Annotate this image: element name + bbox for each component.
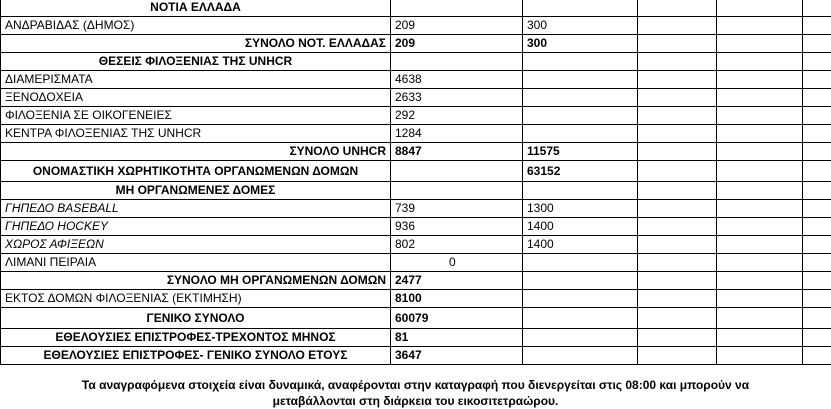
table-row (1, 143, 831, 161)
row-value: 209 (391, 17, 523, 35)
row-value: 4638 (391, 71, 523, 89)
subtotal-value: 2477 (391, 272, 523, 290)
table-row (1, 53, 831, 71)
row-capacity: 1400 (523, 218, 638, 236)
nominal-capacity-value: 63152 (523, 161, 638, 182)
section-header-unhcr: ΘΕΣΕΙΣ ΦΙΛΟΞΕΝΙΑΣ ΤΗΣ UNHCR (1, 53, 391, 71)
table-row (1, 236, 831, 254)
row-label: ΞΕΝΟΔΟΧΕΙΑ (1, 89, 391, 107)
row-capacity: 1300 (523, 200, 638, 218)
table-row (1, 125, 831, 143)
row-label: ΚΕΝΤΡΑ ΦΙΛΟΞΕΝΙΑΣ ΤΗΣ UNHCR (1, 125, 391, 143)
returns-month-value: 81 (391, 329, 523, 347)
returns-year-value: 3647 (391, 347, 523, 365)
row-capacity: 1400 (523, 236, 638, 254)
table-row (1, 200, 831, 218)
row-capacity: 300 (523, 17, 638, 35)
row-label: ΓΗΠΕΔΟ BASEBALL (1, 200, 391, 218)
table-row (1, 272, 831, 290)
table-row (1, 347, 831, 365)
nominal-capacity-label: ΟΝΟΜΑΣΤΙΚΗ ΧΩΡΗΤΙΚΟΤΗΤΑ ΟΡΓΑΝΩΜΕΝΩΝ ΔΟΜΩΝ (1, 161, 391, 182)
row-value: 0 (391, 254, 523, 272)
row-label: ΦΙΛΟΞΕΝΙΑ ΣΕ ΟΙΚΟΓΕΝΕΙΕΣ (1, 107, 391, 125)
subtotal-capacity: 300 (523, 35, 638, 53)
table-row (1, 308, 831, 329)
table-row (1, 0, 831, 17)
returns-year-label: ΕΘΕΛΟΥΣΙΕΣ ΕΠΙΣΤΡΟΦΕΣ- ΓΕΝΙΚΟ ΣΥΝΟΛΟ ΕΤΟΥΣ (1, 347, 391, 365)
table-row (1, 218, 831, 236)
row-value: 802 (391, 236, 523, 254)
returns-month-label: ΕΘΕΛΟΥΣΙΕΣ ΕΠΙΣΤΡΟΦΕΣ-ΤΡΕΧΟΝΤΟΣ ΜΗΝΟΣ (1, 329, 391, 347)
row-label: ΔΙΑΜΕΡΙΣΜΑΤΑ (1, 71, 391, 89)
table-row (1, 35, 831, 53)
row-value: 292 (391, 107, 523, 125)
row-label: ΕΚΤΟΣ ΔΟΜΩΝ ΦΙΛΟΞΕΝΙΑΣ (ΕΚΤΙΜΗΣΗ) (1, 290, 391, 308)
table-row (1, 254, 831, 272)
subtotal-label: ΣΥΝΟΛΟ ΝΟΤ. ΕΛΛΑΔΑΣ (1, 35, 391, 53)
section-header-unorganized: ΜΗ ΟΡΓΑΝΩΜΕΝΕΣ ΔΟΜΕΣ (1, 182, 391, 200)
table-row (1, 161, 831, 182)
footer-line-1: Τα αναγραφόμενα στοιχεία είναι δυναμικά, αναφέρονται στην καταγραφή που διενεργείται στις 08:00 και μπορούν να (81, 378, 750, 392)
row-value: 936 (391, 218, 523, 236)
row-label: ΑΝΔΡΑΒΙΔΑΣ (ΔΗΜΟΣ) (1, 17, 391, 35)
grand-total-value: 60079 (391, 308, 523, 329)
table-row (1, 329, 831, 347)
row-value: 2633 (391, 89, 523, 107)
table-row (1, 182, 831, 200)
table-row (1, 89, 831, 107)
row-value: 739 (391, 200, 523, 218)
row-value: 1284 (391, 125, 523, 143)
table-row (1, 17, 831, 35)
grand-total-label: ΓΕΝΙΚΟ ΣΥΝΟΛΟ (1, 308, 391, 329)
section-header-south-greece: ΝΟΤΙΑ ΕΛΛΑΔΑ (1, 0, 391, 17)
subtotal-value: 209 (391, 35, 523, 53)
subtotal-label: ΣΥΝΟΛΟ UNHCR (1, 143, 391, 161)
table-row (1, 290, 831, 308)
subtotal-capacity: 11575 (523, 143, 638, 161)
table-row (1, 107, 831, 125)
table-row (1, 71, 831, 89)
row-label: ΛΙΜΑΝΙ ΠΕΙΡΑΙΑ (1, 254, 391, 272)
subtotal-value: 8847 (391, 143, 523, 161)
row-label: ΧΩΡΟΣ ΑΦΙΞΕΩΝ (1, 236, 391, 254)
row-label: ΓΗΠΕΔΟ HOCKEY (1, 218, 391, 236)
footer-note (0, 377, 831, 409)
row-value: 8100 (391, 290, 523, 308)
subtotal-label: ΣΥΝΟΛΟ ΜΗ ΟΡΓΑΝΩΜΕΝΩΝ ΔΟΜΩΝ (1, 272, 391, 290)
footer-line-2: μεταβάλλονται στη διάρκεια του εικοσιτετραώρου. (272, 394, 559, 408)
